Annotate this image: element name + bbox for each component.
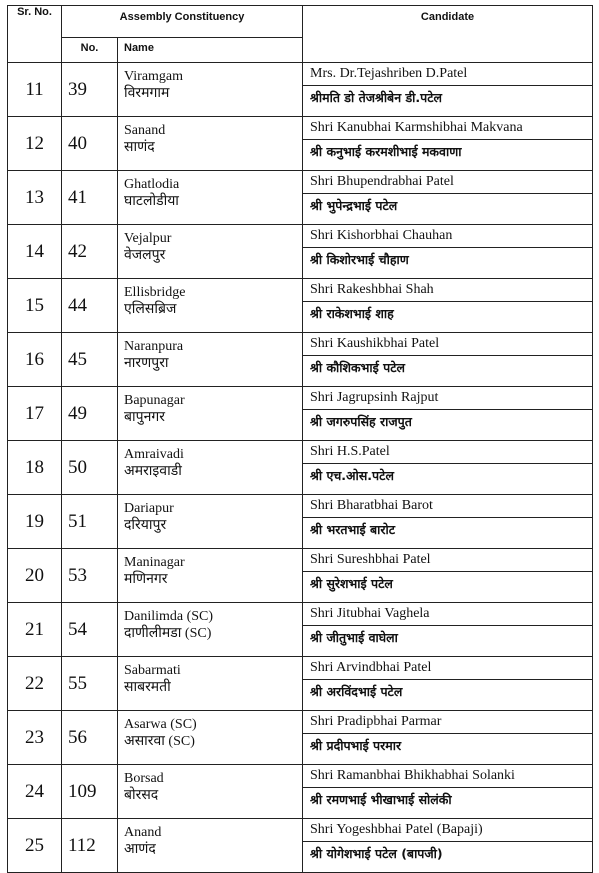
constituency-name-cell [118,603,303,657]
candidate-cell [303,603,593,657]
table-row [8,279,593,333]
candidate-name-hi: श्री एच.ओस.पटेल [310,468,394,483]
table-row [8,171,593,225]
constituency-name-hi: दरियापुर [124,518,167,533]
constituency-name-hi: मणिनगर [124,572,168,587]
sr-no-cell: 19 [8,495,62,549]
sr-no-cell: 13 [8,171,62,225]
constituency-name-hi: दाणीलीमडा (SC) [124,626,212,641]
candidate-name-hi: श्री राकेशभाई शाह [310,306,394,321]
constituency-name-hi: आणंद [124,842,156,857]
header-assembly-constituency: Assembly Constituency [62,6,303,38]
constituency-no-cell: 109 [62,765,118,819]
constituency-name-en: Ellisbridge [124,285,186,300]
constituency-name-hi: बोरसद [124,788,159,803]
constituency-no-cell: 51 [62,495,118,549]
candidate-name-hi: श्री अरविंदभाई पटेल [310,684,403,699]
candidate-name-en: Shri Arvindbhai Patel [303,657,592,680]
constituency-name-cell [118,387,303,441]
sr-no-cell: 25 [8,819,62,873]
constituency-name-cell [118,171,303,225]
constituency-no-cell: 54 [62,603,118,657]
constituency-no-cell: 112 [62,819,118,873]
candidate-cell [303,387,593,441]
constituency-name-en: Borsad [124,771,164,786]
table-row [8,117,593,171]
table-body [8,63,593,873]
constituency-no-cell: 40 [62,117,118,171]
constituency-no-cell: 41 [62,171,118,225]
candidate-cell [303,441,593,495]
constituency-name-en: Sanand [124,123,166,138]
candidate-name-en: Shri Rakeshbhai Shah [303,279,592,302]
candidate-name-en: Shri Ramanbhai Bhikhabhai Solanki [303,765,592,788]
constituency-name-hi: विरमगाम [124,86,170,101]
constituency-name-hi: एलिसब्रिज [124,302,177,317]
table-row [8,603,593,657]
constituency-name-en: Viramgam [124,69,184,84]
constituency-name-en: Maninagar [124,555,185,570]
candidate-name-en: Shri Kaushikbhai Patel [303,333,592,356]
table-row [8,225,593,279]
candidate-cell [303,279,593,333]
constituency-name-cell [118,333,303,387]
constituency-name-hi: साणंद [124,140,155,155]
constituency-name-hi: अमराइवाडी [124,464,182,479]
table-row [8,441,593,495]
candidate-name-hi: श्री किशोरभाई चौहाण [310,252,409,267]
candidate-name-hi: श्री कौशिकभाई पटेल [310,360,406,375]
header-name: Name [118,38,303,63]
candidate-cell [303,495,593,549]
constituency-name-hi: वेजलपुर [124,248,166,263]
constituency-name-cell [118,441,303,495]
constituency-no-cell: 49 [62,387,118,441]
sr-no-cell: 14 [8,225,62,279]
constituency-name-cell [118,765,303,819]
constituency-name-en: Amraivadi [124,447,184,462]
sr-no-cell: 17 [8,387,62,441]
header-candidate: Candidate [303,6,593,63]
candidate-cell [303,819,593,873]
constituency-name-hi: बापुनगर [124,410,165,425]
constituency-name-cell [118,63,303,117]
sr-no-cell: 21 [8,603,62,657]
candidate-name-en: Shri Pradipbhai Parmar [303,711,592,734]
candidate-cell [303,63,593,117]
header-no: No. [62,38,118,63]
candidate-name-en: Shri Bharatbhai Barot [303,495,592,518]
constituency-no-cell: 56 [62,711,118,765]
table-row [8,765,593,819]
constituency-no-cell: 53 [62,549,118,603]
constituency-no-cell: 42 [62,225,118,279]
table-row [8,63,593,117]
candidate-name-hi: श्री योगेशभाई पटेल (बापजी) [310,846,443,861]
constituency-name-cell [118,819,303,873]
constituency-name-cell [118,495,303,549]
sr-no-cell: 16 [8,333,62,387]
constituency-no-cell: 55 [62,657,118,711]
sr-no-cell: 15 [8,279,62,333]
table-row [8,333,593,387]
candidate-cell [303,171,593,225]
candidate-name-en: Shri Jitubhai Vaghela [303,603,592,626]
table-row [8,711,593,765]
candidate-name-hi: श्री जीतुभाई वाघेला [310,630,398,645]
sr-no-cell: 24 [8,765,62,819]
candidate-cell [303,549,593,603]
constituency-no-cell: 50 [62,441,118,495]
sr-no-cell: 11 [8,63,62,117]
constituency-name-en: Dariapur [124,501,174,516]
candidate-cell [303,225,593,279]
candidate-name-hi: श्री सुरेशभाई पटेल [310,576,393,591]
table-row [8,387,593,441]
candidate-name-en: Shri Jagrupsinh Rajput [303,387,592,410]
constituency-name-cell [118,711,303,765]
candidate-name-hi: श्री प्रदीपभाई परमार [310,738,402,753]
constituency-name-en: Asarwa (SC) [124,717,197,732]
candidate-name-en: Shri Bhupendrabhai Patel [303,171,592,194]
sr-no-cell: 18 [8,441,62,495]
sr-no-cell: 20 [8,549,62,603]
constituency-name-en: Vejalpur [124,231,172,246]
constituency-name-en: Bapunagar [124,393,185,408]
candidate-cell [303,333,593,387]
constituency-no-cell: 39 [62,63,118,117]
constituency-name-hi: असारवा (SC) [124,734,195,749]
candidate-table [7,5,593,873]
constituency-no-cell: 44 [62,279,118,333]
candidate-cell [303,765,593,819]
sr-no-cell: 12 [8,117,62,171]
table-row [8,819,593,873]
constituency-name-cell [118,657,303,711]
candidate-name-hi: श्री भरतभाई बारोट [310,522,396,537]
constituency-no-cell: 45 [62,333,118,387]
candidate-name-en: Shri Kanubhai Karmshibhai Makvana [303,117,592,140]
constituency-name-cell [118,225,303,279]
constituency-name-hi: साबरमती [124,680,171,695]
constituency-name-en: Anand [124,825,162,840]
constituency-name-cell [118,117,303,171]
table-row [8,549,593,603]
constituency-name-hi: घाटलोडीया [124,194,179,209]
candidate-name-hi: श्री रमणभाई भीखाभाई सोलंकी [310,792,452,807]
header-row [8,6,593,38]
candidate-cell [303,117,593,171]
candidate-cell [303,711,593,765]
candidate-name-hi: श्री कनुभाई करमशीभाई मकवाणा [310,144,462,159]
sr-no-cell: 23 [8,711,62,765]
table-row [8,657,593,711]
candidate-name-en: Shri Yogeshbhai Patel (Bapaji) [303,819,592,842]
candidate-name-en: Shri Kishorbhai Chauhan [303,225,592,248]
candidate-name-en: Shri Sureshbhai Patel [303,549,592,572]
table-row [8,495,593,549]
candidate-name-en: Shri H.S.Patel [303,441,592,464]
sr-no-cell: 22 [8,657,62,711]
constituency-name-hi: नारणपुरा [124,356,169,371]
constituency-name-cell [118,279,303,333]
candidate-name-en: Mrs. Dr.Tejashriben D.Patel [303,63,592,86]
constituency-name-en: Naranpura [124,339,184,354]
constituency-name-en: Sabarmati [124,663,181,678]
constituency-name-en: Ghatlodia [124,177,180,192]
candidate-cell [303,657,593,711]
constituency-name-cell [118,549,303,603]
candidate-name-hi: श्री जगरुपसिंह राजपुत [310,414,412,429]
constituency-name-en: Danilimda (SC) [124,609,214,624]
candidate-name-hi: श्रीमति डो तेजश्रीबेन डी.पटेल [310,90,443,105]
header-sr-no: Sr. No. [8,6,62,63]
candidate-name-hi: श्री भुपेन्द्रभाई पटेल [310,198,398,213]
